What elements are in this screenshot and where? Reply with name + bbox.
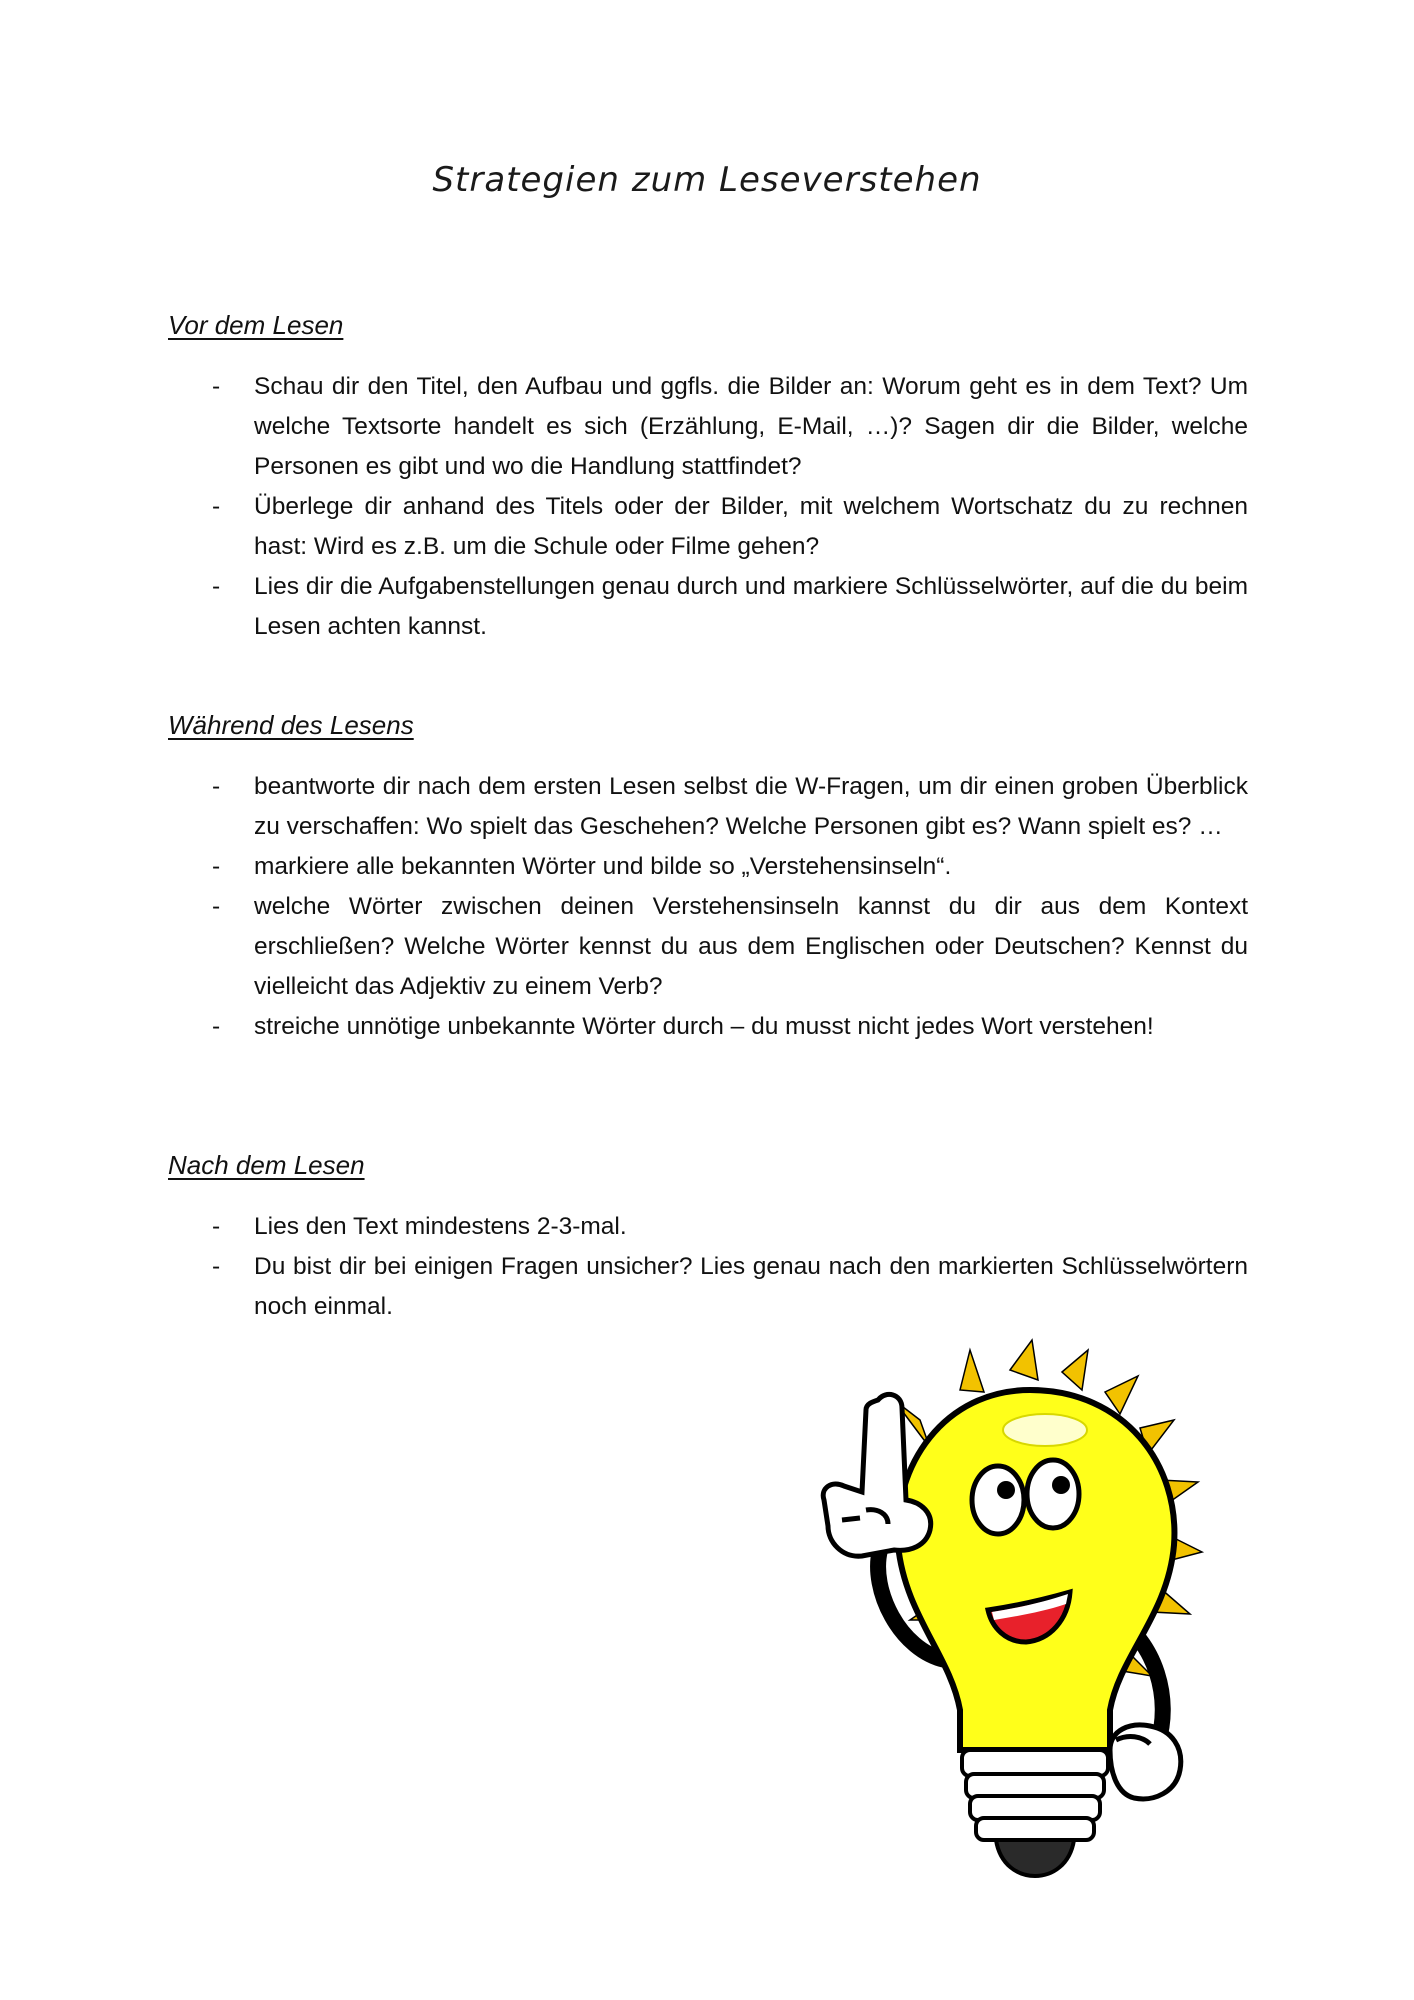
bullet-dash: - xyxy=(212,373,221,400)
list-item xyxy=(168,847,1248,887)
bullet-list xyxy=(168,767,1248,1047)
list-item xyxy=(168,887,1248,1007)
list-item-text: streiche unnötige unbekannte Wörter durch – du musst nicht jedes Wort verstehen! xyxy=(254,1013,1154,1040)
bullet-dash: - xyxy=(212,573,221,600)
list-item xyxy=(168,367,1248,487)
bullet-dash: - xyxy=(212,893,221,920)
list-item-text: Du bist dir bei einigen Fragen unsicher? Lies genau nach den markierten Schlüsselwörtern noch einmal. xyxy=(254,1253,1248,1320)
bullet-dash: - xyxy=(212,493,221,520)
list-item-text: Lies den Text mindestens 2-3-mal. xyxy=(254,1213,627,1240)
bullet-dash: - xyxy=(212,853,221,880)
list-item-text: welche Wörter zwischen deinen Verstehensinseln kannst du dir aus dem Kontext erschließen? Welche Wörter kennst du aus dem Englischen oder Deutschen? Kennst du vielleicht das Adjektiv zu einem Verb? xyxy=(254,893,1248,1000)
section-heading: Vor dem Lesen xyxy=(168,310,344,340)
section-while-reading xyxy=(168,705,1248,1047)
section-heading: Nach dem Lesen xyxy=(168,1150,365,1180)
bullet-dash: - xyxy=(212,1213,221,1240)
list-item xyxy=(168,1207,1248,1247)
list-item xyxy=(168,1247,1248,1327)
bulb-base xyxy=(962,1750,1108,1876)
list-item-text: Schau dir den Titel, den Aufbau und ggfls. die Bilder an: Worum geht es in dem Text? Um welche Textsorte handelt es sich (Erzählung, E-Mail, …)? Sagen dir die Bilder, welche Personen es gibt und wo die Handlung stattfindet? xyxy=(254,373,1248,480)
bullet-list xyxy=(168,367,1248,647)
bullet-dash: - xyxy=(212,1253,221,1280)
bullet-list xyxy=(168,1207,1248,1327)
section-heading: Während des Lesens xyxy=(168,710,414,740)
page-title: Strategien zum Leseverstehen xyxy=(432,160,982,200)
bulb-highlight xyxy=(1003,1414,1087,1446)
bullet-dash: - xyxy=(212,1013,221,1040)
lightbulb-illustration xyxy=(770,1330,1270,1900)
right-hand xyxy=(1110,1725,1181,1799)
list-item xyxy=(168,487,1248,567)
section-before-reading xyxy=(168,305,1248,647)
list-item xyxy=(168,567,1248,647)
bullet-dash: - xyxy=(212,773,221,800)
list-item-text: Lies dir die Aufgabenstellungen genau durch und markiere Schlüsselwörter, auf die du beim Lesen achten kannst. xyxy=(254,573,1248,640)
list-item xyxy=(168,1007,1248,1047)
list-item-text: markiere alle bekannten Wörter und bilde so „Verstehensinseln“. xyxy=(254,853,952,880)
section-after-reading xyxy=(168,1145,1248,1327)
list-item-text: Überlege dir anhand des Titels oder der Bilder, mit welchem Wortschatz du zu rechnen hast: Wird es z.B. um die Schule oder Filme gehen? xyxy=(254,493,1248,560)
list-item xyxy=(168,767,1248,847)
list-item-text: beantworte dir nach dem ersten Lesen selbst die W-Fragen, um dir einen groben Überblick zu verschaffen: Wo spielt das Geschehen? Welche Personen gibt es? Wann spielt es? … xyxy=(254,773,1248,840)
